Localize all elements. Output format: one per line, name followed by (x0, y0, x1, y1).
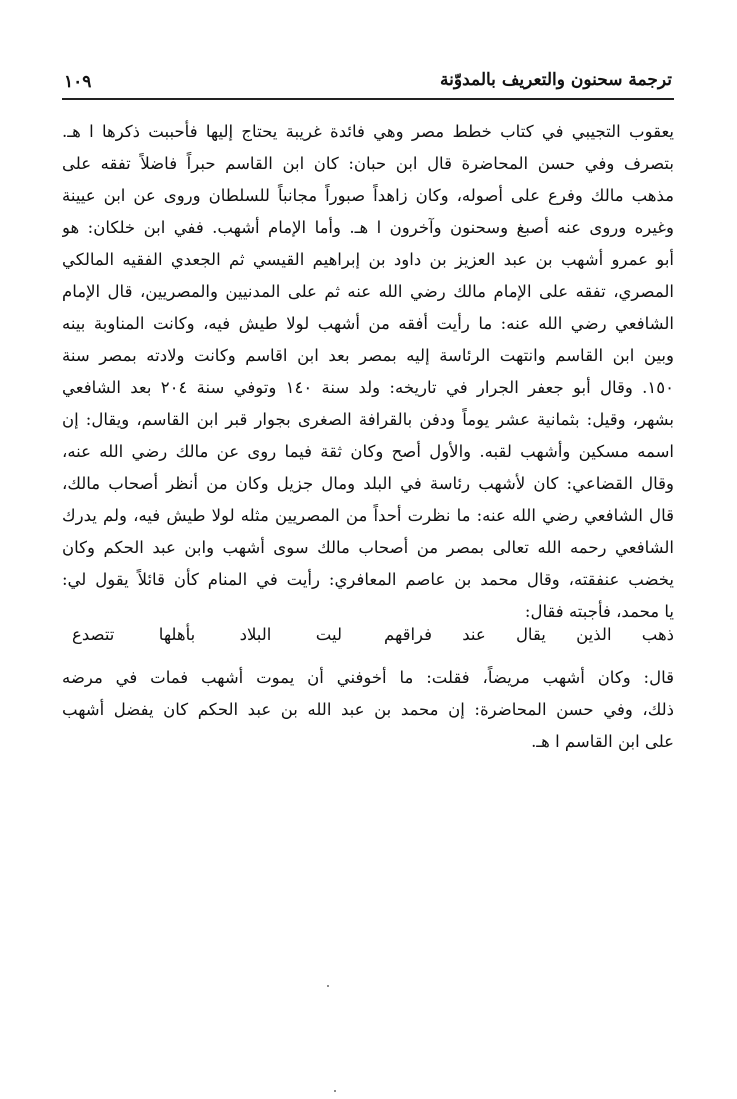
running-header (62, 64, 674, 98)
text-line: بشهر، وقيل: بثمانية عشر يوماً ودفن بالقرافة الصغرى بجوار قبر ابن القاسم، ويقال: إن (62, 410, 674, 429)
text-line: وغيره وروى عنه أصبغ وسحنون وآخرون ا هـ. وأما الإمام أشهب. ففي ابن خلكان: هو (62, 218, 674, 237)
poetry-verse (62, 618, 674, 652)
main-text (62, 116, 674, 628)
header-rule (62, 98, 674, 100)
text-line: المصري، تفقه على الإمام مالك رضي الله عنه ثم على المدنيين والمصريين، قال الإمام (62, 282, 674, 301)
text-line: مذهب مالك وفرع على أصوله، وكان زاهداً صبوراً مجانباً للسلطان وروى عن ابن عيينة (62, 186, 674, 205)
text-line: اسمه مسكين وأشهب لقبه. والأول أصح وكان ثقة فيما روى عن مالك رضي الله عنه، (62, 442, 674, 461)
page-number: ١٠٩ (64, 72, 92, 92)
text-line: الشافعي رضي الله عنه: ما رأيت أفقه من أشهب لولا طيش فيه، وكانت المناوبة بينه (62, 314, 674, 333)
scan-speck (327, 985, 329, 987)
continuation-text (62, 662, 674, 758)
text-line: وقال القضاعي: كان لأشهب رئاسة في البلد ومال جزيل وكان من أنظر أصحاب مالك، (62, 474, 674, 493)
text-line: بتصرف وفي حسن المحاضرة قال ابن حبان: كان ابن القاسم حبراً فاضلاً تفقه على (62, 154, 674, 173)
text-line: يعقوب التجيبي في كتاب خطط مصر وهي فائدة غريبة يحتاج إليها فأحببت ذكرها ا هـ. (62, 122, 674, 141)
verse-second-hemistich: ليت البلاد بأهلها تتصدع (72, 625, 342, 644)
header-title: ترجمة سحنون والتعريف بالمدوّنة (440, 70, 672, 90)
text-line: الشافعي رحمه الله تعالى بمصر من أصحاب مالك سوى أشهب وابن عبد الحكم وكان (62, 538, 674, 557)
text-line: ١٥٠. وقال أبو جعفر الجرار في تاريخه: ولد سنة ١٤٠ وتوفي سنة ٢٠٤ بعد الشافعي (62, 378, 674, 397)
text-line: يا محمد، فأجبته فقال: (524, 602, 674, 621)
text-line: قال الشافعي رضي الله عنه: ما نظرت أحداً من المصريين مثله لولا طيش فيه، ولم يدرك (62, 506, 674, 525)
text-line: يخضب عنفقته، وقال محمد بن عاصم المعافري: رأيت في المنام كأن قائلاً يقول لي: (62, 570, 674, 589)
verse-first-hemistich: ذهب الذين يقال عند فراقهم (384, 625, 674, 644)
text-line: أبو عمرو أشهب بن عبد العزيز بن داود بن إبراهيم القيسي ثم الجعدي الفقيه المالكي (62, 250, 674, 269)
text-line: وبين ابن القاسم وانتهت الرئاسة إليه بمصر بعد ابن اقاسم وكانت ولادته بمصر سنة (62, 346, 674, 365)
text-line: ذلك، وفي حسن المحاضرة: إن محمد بن عبد الله بن عبد الحكم كان يفضل أشهب (62, 700, 674, 719)
scan-speck (334, 1090, 336, 1092)
text-line: قال: وكان أشهب مريضاً، فقلت: ما أخوفني أن يموت أشهب فمات في مرضه (62, 668, 674, 687)
text-line: على ابن القاسم ا هـ. (531, 732, 674, 751)
